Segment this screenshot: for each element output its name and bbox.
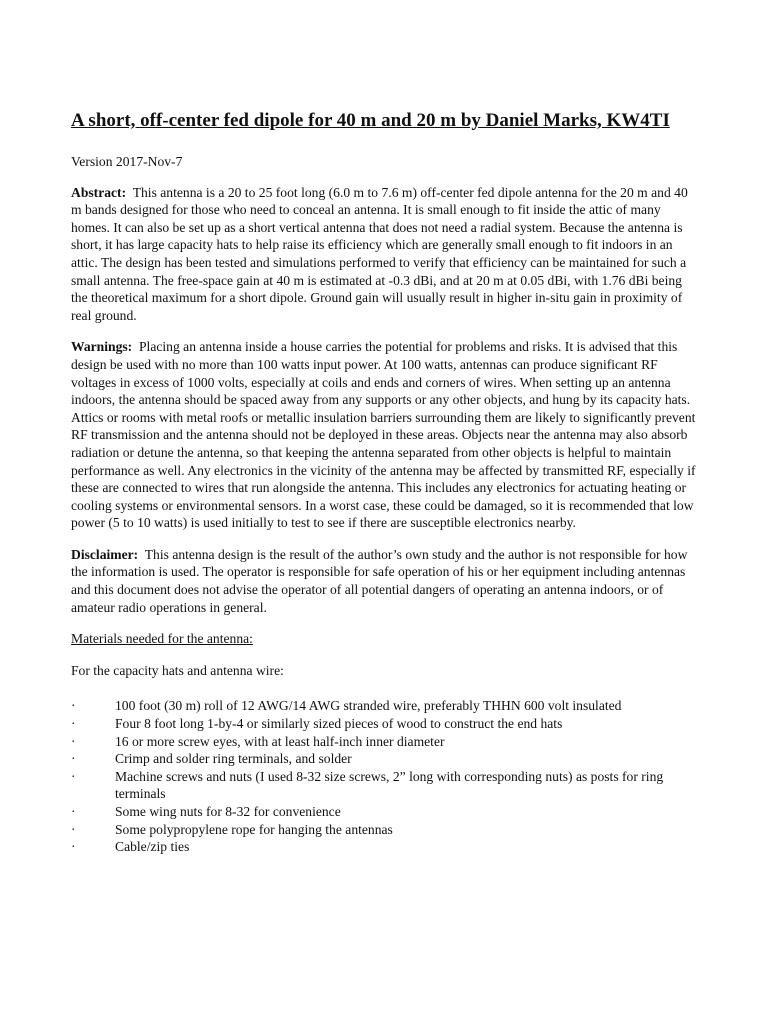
list-item-text: 16 or more screw eyes, with at least half-inch inner diameter	[115, 733, 445, 749]
list-item-text: Machine screws and nuts (I used 8-32 size screws, 2” long with corresponding nuts) as posts for ring terminals	[115, 768, 664, 802]
list-item	[71, 768, 701, 803]
bullet-icon: ·	[71, 768, 76, 784]
bullet-icon: ·	[71, 804, 76, 819]
list-item-text: Cable/zip ties	[115, 839, 190, 855]
abstract-paragraph	[71, 184, 701, 325]
list-item-text: Some polypropylene rope for hanging the antennas	[115, 821, 393, 837]
warnings-paragraph	[71, 338, 701, 532]
list-item-text: Crimp and solder ring terminals, and solder	[115, 751, 352, 767]
list-item-text: Some wing nuts for 8-32 for convenience	[115, 804, 341, 819]
list-item	[71, 750, 701, 768]
list-item-text: 100 foot (30 m) roll of 12 AWG/14 AWG stranded wire, preferably THHN 600 volt insulated	[115, 698, 622, 714]
list-item	[71, 733, 701, 751]
disclaimer-text: This antenna design is the result of the author’s own study and the author is not responsible for how the information is used. The operator is responsible for safe operation of his or her equipment including antennas and this document does not advise the operator of all potential dangers of operating an antenna indoors, or of amateur radio operations in general.	[71, 546, 688, 615]
disclaimer-label: Disclaimer:	[71, 546, 139, 562]
abstract-text: This antenna is a 20 to 25 foot long (6.0 m to 7.6 m) off-center fed dipole antenna for the 20 m and 40 m bands designed for those who need to conceal an antenna. It is small enough to fit inside the attic of many homes. It can also be set up as a short vertical antenna that does not need a radial system. Because the antenna is short, it has large capacity hats to help raise its efficiency which are generally small enough to fit indoors in an attic. The design has been tested and simulations performed to verify that efficiency can be maintained for such a small antenna. The free-space gain at 40 m is estimated at -0.3 dBi, and at 20 m at 0.05 dBi, with 1.76 dBi being the theoretical maximum for a short dipole. Ground gain will usually result in higher in-situ gain in proximity of real ground.	[71, 184, 688, 323]
list-item	[71, 803, 701, 821]
warnings-text: Placing an antenna inside a house carries the potential for problems and risks. It is advised that this design be used with no more than 100 watts input power. At 100 watts, antennas can produce significant RF voltages in excess of 1000 volts, especially at coils and ends and corners of wires. When setting up an antenna indoors, the antenna should be spaced away from any supports or any other objects, and hung by its capacity hats. Attics or rooms with metal roofs or metallic insulation barriers surrounding them are likely to significantly prevent RF transmission and the antenna should not be deployed in these areas. Objects near the antenna may also absorb radiation or detune the antenna, so that keeping the antenna separated from other objects is helpful to maintain performance as well. Any electronics in the vicinity of the antenna may be affected by transmitted RF, especially if these are connected to wires that run alongside the antenna. This includes any electronics for actuating heating or cooling systems or environmental sensors. In a worst case, these could be damaged, so it is recommended that low power (5 to 10 watts) is used initially to test to see if there are susceptible electronics nearby.	[71, 339, 696, 531]
list-item	[71, 838, 701, 856]
version-line: Version 2017-Nov-7	[71, 154, 183, 169]
warnings-label: Warnings:	[71, 339, 133, 355]
materials-heading: Materials needed for the antenna:	[71, 631, 253, 647]
list-item	[71, 821, 701, 839]
bullet-icon: ·	[71, 698, 76, 714]
list-item-text: Four 8 foot long 1-by-4 or similarly sized pieces of wood to construct the end hats	[115, 716, 563, 732]
document-title: A short, off-center fed dipole for 40 m and 20 m by Daniel Marks, KW4TI	[71, 110, 670, 131]
bullet-icon: ·	[71, 839, 76, 855]
hats-intro: For the capacity hats and antenna wire:	[71, 662, 284, 678]
materials-list	[71, 697, 701, 855]
document-page	[71, 108, 701, 856]
list-item	[71, 697, 701, 715]
bullet-icon: ·	[71, 821, 76, 837]
abstract-label: Abstract:	[71, 184, 127, 200]
bullet-icon: ·	[71, 751, 76, 767]
bullet-icon: ·	[71, 733, 76, 749]
list-item	[71, 715, 701, 733]
bullet-icon: ·	[71, 716, 76, 732]
disclaimer-paragraph	[71, 546, 701, 616]
